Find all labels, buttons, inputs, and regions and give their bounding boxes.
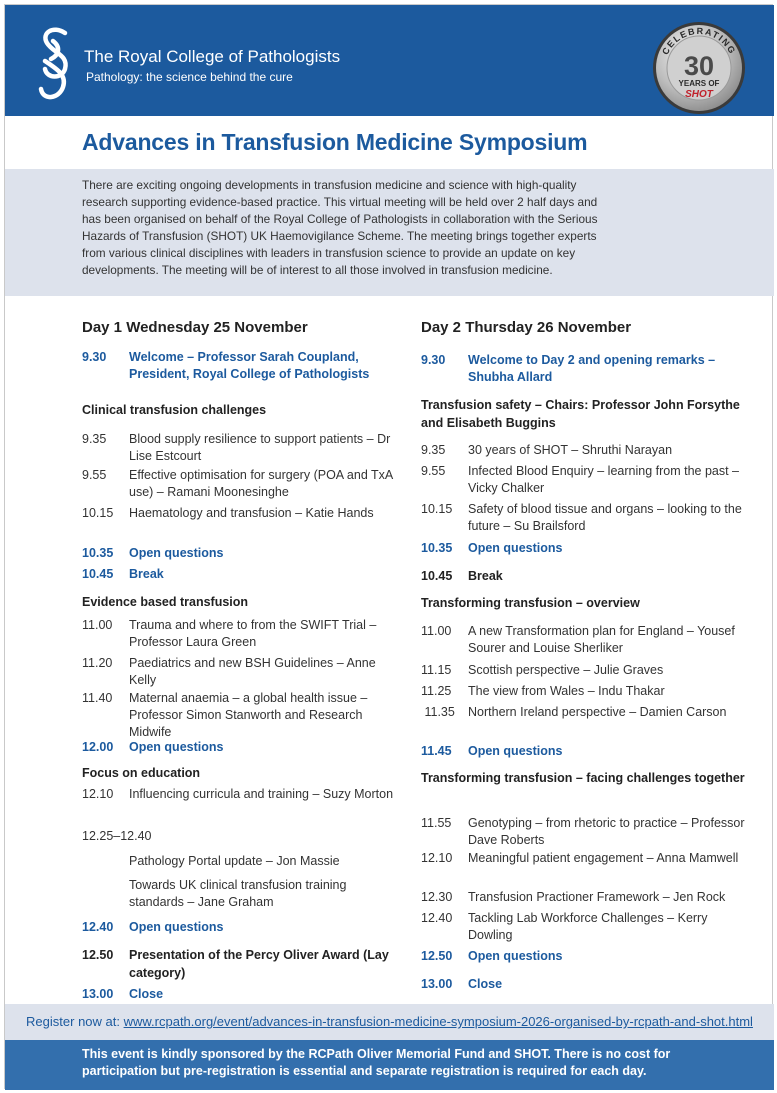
session-title: Break (468, 569, 503, 583)
session-title: Welcome – Professor Sarah Coupland, President, Royal College of Pathologists (129, 350, 370, 381)
session-title: Genotyping – from rhetoric to practice – Professor Dave Roberts (468, 816, 745, 847)
intro-text: There are exciting ongoing developments in transfusion medicine and science with high-quality research supporting evidence-based practice. This virtual meeting will be held over 2 half days and has been organised on behalf of the Royal College of Pathologists in collaboration with the Serious Hazards of Transfusion (SHOT) UK Haemovigilance Scheme. The meeting brings together experts from various clinical disciplines with leaders in transfusion science to provide an update on key developments. The meeting will be of interest to all those involved in transfusion medicine. (82, 178, 598, 277)
session-title: Safety of blood tissue and organs – looking to the future – Su Brailsford (468, 502, 742, 533)
header-bar (5, 5, 774, 116)
session-time: 13.00 (421, 977, 453, 991)
day2-heading: Day 2 Thursday 26 November (421, 319, 632, 336)
day2-section-safety: Transfusion safety – Chairs: Professor John Forsythe and Elisabeth Buggins (421, 398, 740, 430)
session-time: 11.00 (421, 624, 452, 638)
session-time: 12.40 (82, 920, 114, 934)
session-time: 9.35 (421, 443, 446, 457)
session-title: Presentation of the Percy Oliver Award (Lay category) (129, 948, 389, 980)
event-flyer (4, 4, 773, 1089)
session-title: Transfusion Practioner Framework – Jen Rock (468, 890, 726, 904)
session-time: 13.00 (82, 987, 114, 1001)
session-title: Open questions (129, 920, 224, 934)
register-link[interactable]: www.rcpath.org/event/advances-in-transfusion-medicine-symposium-2026-organised-by-rcpath-and-shot.html (123, 1014, 753, 1029)
session-title: Open questions (468, 949, 563, 963)
session-title: Tackling Lab Workforce Challenges – Kerry Dowling (468, 911, 708, 942)
day1-section-clinical: Clinical transfusion challenges (82, 403, 267, 417)
session-title: Open questions (468, 744, 563, 758)
session-title: Blood supply resilience to support patients – Dr Lise Estcourt (129, 432, 391, 463)
session-title: Paediatrics and new BSH Guidelines – Anne Kelly (129, 656, 376, 687)
session-time: 12.30 (421, 890, 453, 904)
session-title: Scottish perspective – Julie Graves (468, 663, 664, 677)
day2-section-challenges: Transforming transfusion – facing challenges together (421, 771, 745, 785)
day1-heading: Day 1 Wednesday 25 November (82, 319, 308, 336)
session-title: Open questions (468, 541, 563, 555)
session-title: Close (468, 977, 503, 991)
day2-section-overview: Transforming transfusion – overview (421, 596, 640, 610)
badge-number: 30 (683, 51, 715, 81)
org-tagline: Pathology: the science behind the cure (86, 70, 293, 84)
session-time: 11.15 (421, 663, 452, 677)
session-title: Haematology and transfusion – Katie Hands (129, 506, 374, 520)
session-title: Trauma and where to from the SWIFT Trial – Professor Laura Green (129, 618, 377, 649)
session-time: 11.20 (82, 656, 113, 670)
session-title: Effective optimisation for surgery (POA and TxA use) – Ramani Moonesinghe (129, 468, 393, 499)
day1-section-evidence: Evidence based transfusion (82, 595, 249, 609)
session-time: 12.10 (82, 787, 114, 801)
session-title: 30 years of SHOT – Shruthi Narayan (468, 443, 673, 457)
session-time: 11.35 (421, 705, 455, 719)
session-time: 10.35 (82, 546, 114, 560)
badge-shot: SHOT (685, 89, 713, 100)
register-label: Register now at: (26, 1014, 124, 1029)
session-time: 12.50 (82, 948, 114, 962)
session-time: 10.15 (82, 506, 114, 520)
session-time: 9.30 (421, 353, 446, 367)
session-time: 9.55 (82, 468, 107, 482)
rcpath-logo-icon (31, 23, 79, 107)
intro-panel (5, 169, 774, 296)
session-title: Welcome to Day 2 and opening remarks – Shubha Allard (468, 353, 716, 384)
badge-top-text: CELEBRATING (660, 25, 738, 57)
session-time: 11.25 (421, 684, 452, 698)
session-time: 10.45 (82, 567, 114, 581)
sponsor-text: This event is kindly sponsored by the RCPath Oliver Memorial Fund and SHOT. There is no cost for participation but pre-registration is essential and separate registration is required for each day. (82, 1047, 671, 1078)
session-title: Meaningful patient engagement – Anna Mamwell (468, 851, 739, 865)
session-time: 11.55 (421, 816, 452, 830)
session-title: Infected Blood Enquiry – learning from the past – Vicky Chalker (468, 464, 739, 495)
session-title: A new Transformation plan for England – Yousef Sourer and Louise Sherliker (468, 624, 735, 655)
session-time: 11.45 (421, 744, 452, 758)
session-time: 12.25–12.40 (82, 829, 152, 843)
shot-30-years-badge (651, 20, 747, 116)
session-time: 10.45 (421, 569, 453, 583)
org-name: The Royal College of Pathologists (84, 47, 341, 66)
badge-years: YEARS OF (678, 79, 720, 88)
session-title: The view from Wales – Indu Thakar (468, 684, 665, 698)
session-title: Influencing curricula and training – Suzy Morton (129, 787, 394, 801)
session-title: Open questions (129, 546, 224, 560)
session-time: 12.10 (421, 851, 453, 865)
session-title: Pathology Portal update – Jon Massie (129, 854, 340, 868)
session-time: 11.40 (82, 691, 113, 705)
sponsor-footer (5, 1040, 774, 1090)
day1-section-education: Focus on education (82, 766, 201, 780)
register-bar (5, 1004, 774, 1040)
page-title: Advances in Transfusion Medicine Symposium (82, 129, 588, 155)
session-time: 10.15 (421, 502, 453, 516)
session-time: 11.00 (82, 618, 113, 632)
session-title: Close (129, 987, 164, 1001)
session-time: 12.40 (421, 911, 453, 925)
session-title: Northern Ireland perspective – Damien Carson (468, 705, 727, 719)
session-title: Maternal anaemia – a global health issue – Professor Simon Stanworth and Research Midwife (129, 691, 368, 739)
session-title: Towards UK clinical transfusion training standards – Jane Graham (129, 878, 347, 909)
session-time: 9.55 (421, 464, 446, 478)
session-time: 9.35 (82, 432, 107, 446)
session-time: 9.30 (82, 350, 107, 364)
session-time: 12.50 (421, 949, 453, 963)
session-title: Break (129, 567, 164, 581)
session-time: 12.00 (82, 740, 114, 754)
session-time: 10.35 (421, 541, 453, 555)
session-title: Open questions (129, 740, 224, 754)
